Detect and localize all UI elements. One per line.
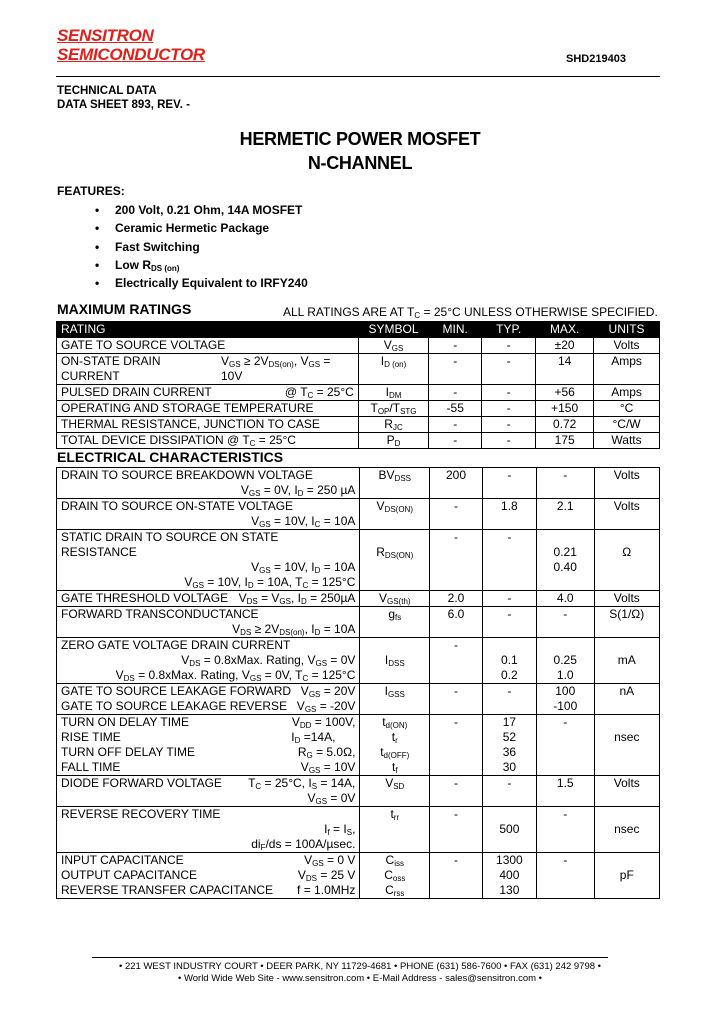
- datasheet-label: DATA SHEET 893, REV. -: [57, 99, 190, 111]
- col-typ: TYP.: [482, 322, 536, 338]
- table-row: INPUT CAPACITANCE $V_{GS} = 0$ V OUTPUT CAPACITANCE $V_{DS} = 25$ V REVERSE TRANSFER CAPACITANCE f = 1.0MHz $C_{iss}$ $C_{oss}$ $C_{rss}$ - 1300 400 130 - pF: [57, 853, 660, 899]
- part-number: SHD219403: [566, 53, 626, 65]
- col-rating: RATING: [57, 322, 359, 338]
- footer-contact: • World Wide Web Site - www.sensitron.com • E-Mail Address - sales@sensitron.com •: [177, 973, 543, 984]
- max-ratings-heading: MAXIMUM RATINGS: [57, 301, 192, 317]
- table-row: GATE TO SOURCE LEAKAGE FORWARD $V_{GS} = 20V$ GATE TO SOURCE LEAKAGE REVERSE $V_{GS} = -20V$ $I_{GSS}$ - - 100 -100 nA: [57, 684, 660, 715]
- ratings-note: ALL RATINGS ARE AT $T_C = 25^\circ C$ UNLESS OTHERWISE SPECIFIED.: [283, 305, 658, 320]
- footer-divider: [92, 957, 608, 958]
- table-row: TOTAL DEVICE DISSIPATION @ $T_C = 25^\circ C$ $P_D$ - - 175 Watts: [57, 433, 660, 449]
- max-ratings-table: [56, 321, 660, 449]
- title-line2: N-CHANNEL: [307, 153, 413, 173]
- features-list: [95, 201, 308, 292]
- table-row: DRAIN TO SOURCE ON-STATE VOLTAGE $V_{GS} = 10V$, $I_C = 10A$ $V_{DS(ON)}$ - 1.8 2.1 Volts: [57, 499, 660, 530]
- title-line1: HERMETIC POWER MOSFET: [239, 129, 481, 149]
- brand-logo: [57, 26, 205, 64]
- table-row: TURN ON DELAY TIME $V_{DD} = 100V$, RISE TIME $I_D =14A$, TURN OFF DELAY TIME $R_G = 5.0\Omega$, FALL TIME $V_{GS} = 10V$ $t_{d(ON)}$ $t_r$ $t_{d(OFF)}$ $t_f$ - 17 52 36 30 - nsec: [57, 715, 660, 776]
- tech-data-block: [57, 84, 190, 112]
- features-heading: FEATURES:: [57, 184, 125, 198]
- col-symbol: SYMBOL: [358, 322, 428, 338]
- page-title: [0, 127, 720, 175]
- brand-line1: SENSITRON: [57, 26, 154, 45]
- feature-item: • Electrically Equivalent to IRFY240: [95, 274, 308, 292]
- table-row: GATE TO SOURCE VOLTAGE $V_{GS}$ - - ±20 Volts: [57, 338, 660, 354]
- col-units: UNITS: [594, 322, 660, 338]
- electrical-heading: ELECTRICAL CHARACTERISTICS: [57, 449, 284, 465]
- table-header: [57, 322, 660, 338]
- feature-item: • Ceramic Hermetic Package: [95, 219, 308, 237]
- feature-item: • Low $R_{DS (on)}$: [95, 256, 308, 274]
- table-row: THERMAL RESISTANCE, JUNCTION TO CASE $R_{JC}$ - - 0.72 °C/W: [57, 417, 660, 433]
- feature-item: • Fast Switching: [95, 238, 308, 256]
- brand-line2: SEMICONDUCTOR: [57, 45, 205, 64]
- col-min: MIN.: [429, 322, 482, 338]
- table-row: OPERATING AND STORAGE TEMPERATURE $T_{OP}/T_{STG}$ -55 - +150 °C: [57, 401, 660, 417]
- electrical-table: [56, 467, 660, 899]
- feature-item: • 200 Volt, 0.21 Ohm, 14A MOSFET: [95, 201, 308, 219]
- table-row: DIODE FORWARD VOLTAGE $T_C = 25^\circ C$, $I_S = 14A$, $V_{GS} = 0V$ $V_{SD}$ - - 1.5 Volts: [57, 776, 660, 807]
- table-row: ON-STATE DRAIN CURRENT $V_{GS} \ge 2V_{DS(on)}$, $V_{GS} = 10V$ $I_{D (on)}$ - - 14 Amps: [57, 354, 660, 385]
- table-row: REVERSE RECOVERY TIME $I_f = I_S$, $di_F/ds = 100A/\mu\sec$. $t_{rr}$ - 500 - nsec: [57, 807, 660, 853]
- table-row: STATIC DRAIN TO SOURCE ON STATE RESISTANCE $V_{GS} = 10V$, $I_D = 10A$ $V_{GS} = 10V$, $I_D = 10A$, $T_C = 125^\circ C$ $R_{DS(ON)}$ - - 0.21 0.40 Ω: [57, 530, 660, 591]
- col-max: MAX.: [536, 322, 594, 338]
- table-row: PULSED DRAIN CURRENT @ $T_C = 25^\circ C$ $I_{DM}$ - - +56 Amps: [57, 385, 660, 401]
- footer-address: • 221 WEST INDUSTRY COURT • DEER PARK, NY 11729-4681 • PHONE (631) 586-7600 • FAX (631) 242 9798 •: [119, 961, 601, 972]
- header-divider: [56, 76, 660, 77]
- table-row: FORWARD TRANSCONDUCTANCE $V_{DS} \ge 2V_{DS(on)}$, $I_D = 10A$ $g_{fs}$ 6.0 - - S(1/Ω): [57, 607, 660, 638]
- tech-data-label: TECHNICAL DATA: [57, 85, 157, 97]
- table-row: ZERO GATE VOLTAGE DRAIN CURRENT $V_{DS}$ = 0.8xMax. Rating, $V_{GS} = 0V$ $V_{DS}$ = 0.8xMax. Rating, $V_{GS} = 0V$, $T_C = 125^\circ C$ $I_{DSS}$ - 0.1 0.2 0.25 1.0 mA: [57, 638, 660, 684]
- table-row: GATE THRESHOLD VOLTAGE $V_{DS} = V_{GS}$, $I_D = 250\mu A$ $V_{GS(th)}$ 2.0 - 4.0 Volts: [57, 591, 660, 607]
- table-row: DRAIN TO SOURCE BREAKDOWN VOLTAGE $V_{GS} = 0V$, $I_D = 250$ µA $BV_{DSS}$ 200 - - Volts: [57, 468, 660, 499]
